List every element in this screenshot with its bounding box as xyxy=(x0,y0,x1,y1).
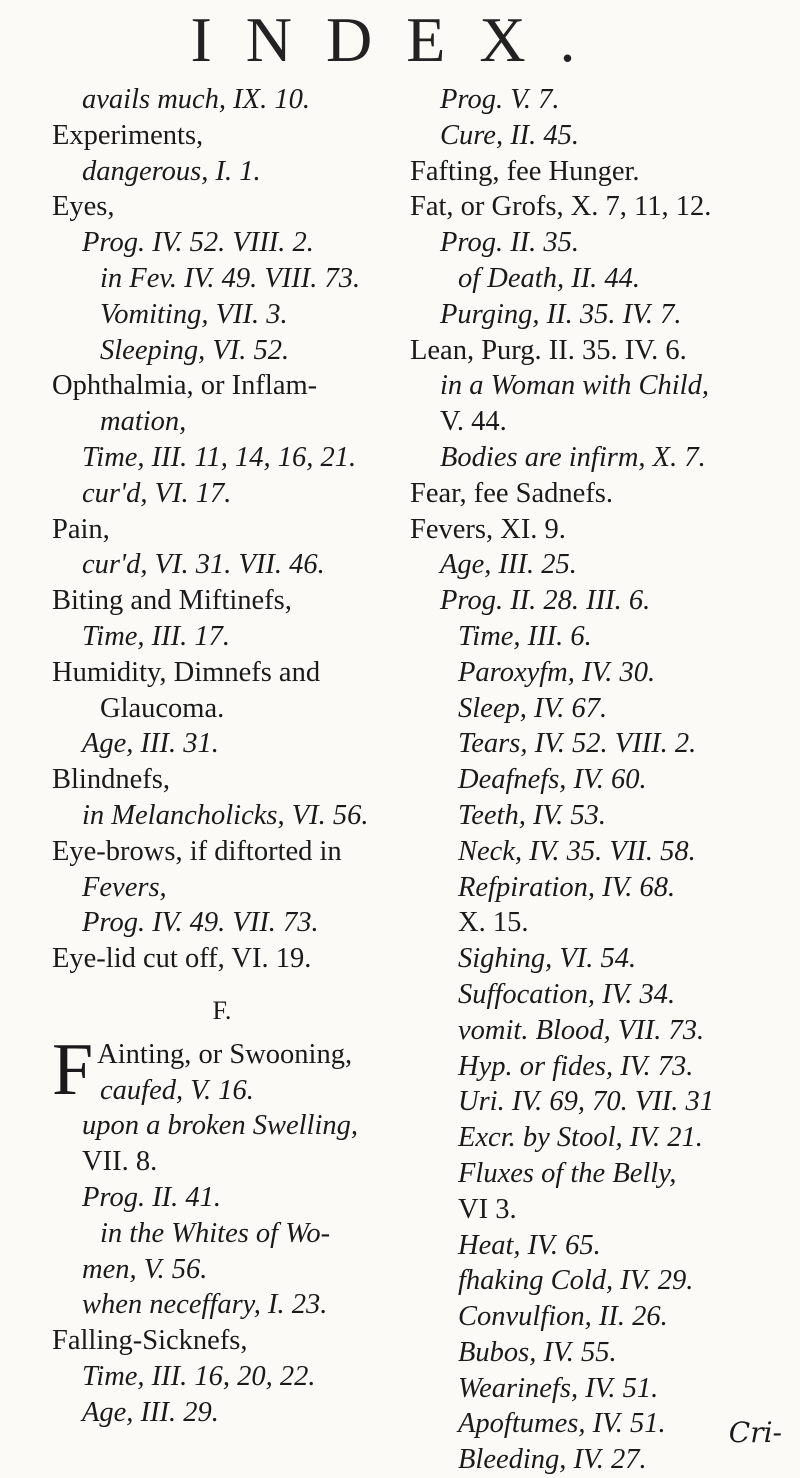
index-entry: Eye-brows, if diftorted in xyxy=(52,835,342,867)
index-entry: Prog. II. 41. xyxy=(82,1181,222,1213)
drop-cap-f: F xyxy=(52,1028,94,1111)
index-entry: Teeth, IV. 53. xyxy=(458,799,607,831)
index-entry: Prog. II. 35. xyxy=(440,227,580,259)
section-letter-f: F. xyxy=(212,995,232,1025)
index-entry: Humidity, Dimnefs and xyxy=(52,656,321,688)
index-entry: Age, III. 25. xyxy=(440,549,577,581)
index-entry: Experiments, xyxy=(52,119,204,151)
index-entry: in a Woman with Child, xyxy=(440,370,709,402)
index-entry: Uri. IV. 69, 70. VII. 31 xyxy=(458,1086,714,1118)
index-entry: Neck, IV. 35. VII. 58. xyxy=(458,835,696,867)
index-entry: Hyp. or fides, IV. 73. xyxy=(458,1050,694,1082)
index-entry: Prog. V. 7. xyxy=(440,84,560,115)
index-entry: Suffocation, IV. 34. xyxy=(458,978,676,1010)
index-entry: Time, III. 6. xyxy=(458,620,592,652)
right-column xyxy=(410,82,790,1478)
index-entry: fhaking Cold, IV. 29. xyxy=(458,1265,694,1297)
index-entry: vomit. Blood, VII. 73. xyxy=(458,1014,705,1046)
left-entries xyxy=(52,82,392,977)
index-entry: avails much, IX. 10. xyxy=(82,84,310,115)
index-entry: Bleeding, IV. 27. xyxy=(458,1444,647,1476)
index-entry: VI 3. xyxy=(458,1193,517,1225)
index-entry: Bubos, IV. 55. xyxy=(458,1336,617,1368)
index-entry: Fat, or Grofs, X. 7, 11, 12. xyxy=(410,191,712,223)
index-entry: Lean, Purg. II. 35. IV. 6. xyxy=(410,334,687,366)
page-header: INDEX. xyxy=(190,4,610,75)
index-entry: Apoftumes, IV. 51. xyxy=(458,1408,666,1440)
index-entry: Time, III. 16, 20, 22. xyxy=(82,1360,316,1392)
index-entry: Fevers, XI. 9. xyxy=(410,513,566,545)
f-first-line: Ainting, or Swooning, xyxy=(97,1038,353,1070)
index-entry: Cure, II. 45. xyxy=(440,119,580,151)
index-entry: Age, III. 29. xyxy=(82,1396,219,1428)
index-entry: Excr. by Stool, IV. 21. xyxy=(458,1122,703,1154)
index-entry: Deafnefs, IV. 60. xyxy=(458,764,647,796)
index-entry: V. 44. xyxy=(440,406,507,438)
index-entry: Sleeping, VI. 52. xyxy=(100,334,290,366)
index-entry: Time, III. 17. xyxy=(82,620,231,652)
index-entry: Fafting, fee Hunger. xyxy=(410,155,640,187)
index-entry: Blindnefs, xyxy=(52,764,170,796)
index-entry: cur'd, VI. 31. VII. 46. xyxy=(82,549,325,581)
index-entry: Paroxyfm, IV. 30. xyxy=(458,656,656,688)
index-entry: Refpiration, IV. 68. xyxy=(458,871,676,903)
index-entry: Falling-Sicknefs, xyxy=(52,1325,248,1357)
index-entry: Purging, II. 35. IV. 7. xyxy=(440,298,682,330)
index-entry: Ophthalmia, or Inflam- xyxy=(52,370,318,402)
index-entry: Wearinefs, IV. 51. xyxy=(458,1372,659,1404)
index-entry: Fear, fee Sadnefs. xyxy=(410,477,614,509)
index-entry: Bodies are infirm, X. 7. xyxy=(440,441,706,473)
left-column xyxy=(52,82,392,1430)
index-entry: cur'd, VI. 17. xyxy=(82,477,232,509)
index-entry: men, V. 56. xyxy=(82,1253,208,1285)
index-entry: Eye-lid cut off, VI. 19. xyxy=(52,943,312,975)
index-entry: Convulfion, II. 26. xyxy=(458,1301,668,1333)
index-entry: Glaucoma. xyxy=(100,692,225,724)
index-entry: in the Whites of Wo- xyxy=(100,1217,331,1249)
index-entry: in Melancholicks, VI. 56. xyxy=(82,799,369,831)
index-entry: Time, III. 11, 14, 16, 21. xyxy=(82,441,357,473)
index-entry: Fevers, xyxy=(82,871,167,903)
index-entry: when neceffary, I. 23. xyxy=(82,1289,328,1321)
index-entry: Pain, xyxy=(52,513,110,545)
index-entry: Age, III. 31. xyxy=(82,728,219,760)
index-entry: Prog. IV. 52. VIII. 2. xyxy=(82,227,314,259)
index-entry: upon a broken Swelling, xyxy=(82,1110,358,1142)
index-entry: Sighing, VI. 54. xyxy=(458,943,637,975)
left-entries-after xyxy=(52,1073,392,1431)
index-entry: Heat, IV. 65. xyxy=(458,1229,601,1261)
index-entry: VII. 8. xyxy=(82,1146,158,1178)
index-entry: Fluxes of the Belly, xyxy=(458,1157,677,1189)
index-entry: Biting and Miftinefs, xyxy=(52,585,292,617)
index-entry: Eyes, xyxy=(52,191,115,223)
index-entry: of Death, II. 44. xyxy=(458,262,641,294)
right-entries xyxy=(410,82,790,1478)
index-entry: mation, xyxy=(100,406,187,438)
index-entry: in Fev. IV. 49. VIII. 73. xyxy=(100,262,361,294)
index-entry: dangerous, I. 1. xyxy=(82,155,261,187)
index-entry: Tears, IV. 52. VIII. 2. xyxy=(458,728,697,760)
index-entry: Prog. IV. 49. VII. 73. xyxy=(82,907,319,939)
index-entry: caufed, V. 16. xyxy=(100,1074,254,1106)
index-entry: Prog. II. 28. III. 6. xyxy=(440,585,651,617)
index-entry: Sleep, IV. 67. xyxy=(458,692,608,724)
catchword: Cri- xyxy=(728,1416,782,1449)
index-entry: Vomiting, VII. 3. xyxy=(100,298,288,330)
index-entry: X. 15. xyxy=(458,907,529,939)
